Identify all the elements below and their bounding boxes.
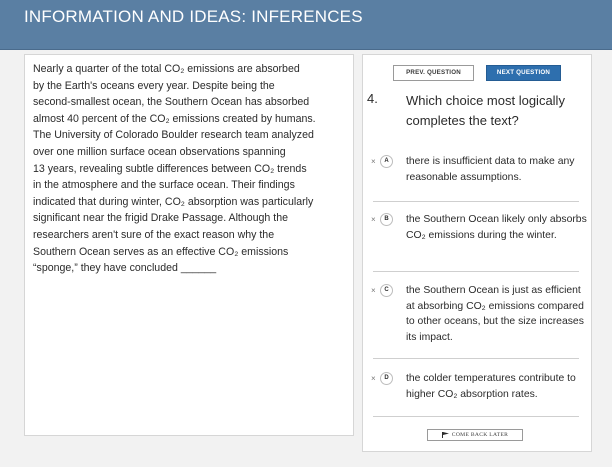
choice-letter-b[interactable]: B bbox=[380, 213, 393, 226]
choice-text-c[interactable]: the Southern Ocean is just as efficient at absorbing CO₂ emissions compared to other oceans, but the size increases its impact. bbox=[406, 285, 584, 343]
question-number: 4. bbox=[367, 91, 378, 106]
passage-text: Nearly a quarter of the total CO₂ emissions are absorbed by the Earth's oceans every year. Despite being the second-smallest ocean, the Southern Ocean has absorbed almost 40 percent of the CO₂ emissions created by humans. The University of Colorado Boulder research team analyzed over one million surface ocean observations spanning 13 years, revealing subtle differences between CO₂ trends in the atmosphere and the surface ocean. Their findings indicated that during winter, CO₂ absorption was particularly significant near the frigid Drake Passage. Although the researchers aren't sure of the exact reason why the Southern Ocean serves as an effective CO₂ emissions “sponge,” they have concluded ______ bbox=[33, 63, 316, 275]
choice-divider bbox=[373, 358, 579, 359]
come-back-later-label: COME BACK LATER bbox=[451, 432, 509, 438]
question-prompt: Which choice most logically completes the text? bbox=[406, 93, 565, 128]
eliminate-icon[interactable]: × bbox=[371, 286, 376, 295]
eliminate-icon[interactable]: × bbox=[371, 374, 376, 383]
passage-panel bbox=[24, 54, 354, 436]
choice-text-a[interactable]: there is insufficient data to make any reasonable assumptions. bbox=[406, 156, 575, 183]
choice-letter-c[interactable]: C bbox=[380, 284, 393, 297]
choice-letter-d[interactable]: D bbox=[380, 372, 393, 385]
question-panel bbox=[362, 54, 592, 452]
header-bar bbox=[0, 0, 612, 50]
next-question-button[interactable]: NEXT QUESTION bbox=[486, 65, 561, 81]
choice-divider bbox=[373, 201, 579, 202]
eliminate-icon[interactable]: × bbox=[371, 157, 376, 166]
page-title: INFORMATION AND IDEAS: INFERENCES bbox=[24, 7, 363, 26]
prev-question-button[interactable]: PREV. QUESTION bbox=[393, 65, 474, 81]
eliminate-icon[interactable]: × bbox=[371, 215, 376, 224]
choice-divider bbox=[373, 271, 579, 272]
choice-letter-a[interactable]: A bbox=[380, 155, 393, 168]
come-back-later-button[interactable] bbox=[427, 429, 523, 441]
choice-divider bbox=[373, 416, 579, 417]
choice-text-d[interactable]: the colder temperatures contribute to higher CO₂ absorption rates. bbox=[406, 373, 576, 400]
flag-icon bbox=[442, 432, 449, 438]
choice-text-b[interactable]: the Southern Ocean likely only absorbs CO₂ emissions during the winter. bbox=[406, 214, 587, 241]
